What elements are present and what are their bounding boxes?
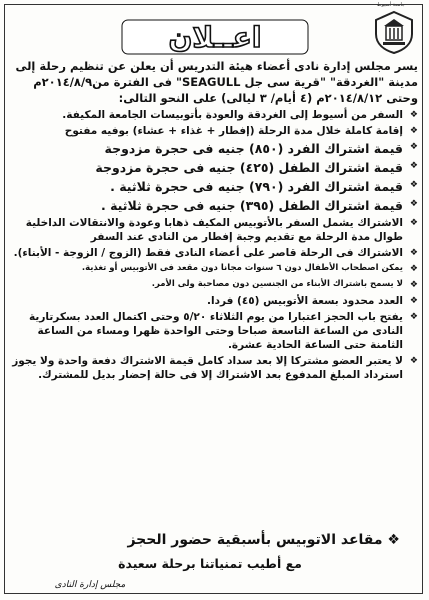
bullet-icon: ❖ <box>409 248 418 258</box>
list-item <box>10 178 418 195</box>
bullet-icon: ❖ <box>409 296 418 306</box>
university-crest-icon <box>370 8 418 56</box>
signature: مجلس إدارة النادى <box>54 580 126 590</box>
wishes-line: مع أطيب تمنياتنا برحلة سعيدة <box>118 556 302 571</box>
list-item <box>10 310 418 352</box>
list-item-text: لا يعتبر العضو مشتركا إلا بعد سداد كامل قيمة الاشتراك دفعة واحدة ولا يجوز استرداد المبلغ المدفوع بعد الاشتراك إلا فى حالة إحضار بديل للمشترك. <box>12 355 403 381</box>
list-item-text: يفتح باب الحجز اعتبارا من يوم الثلاثاء ٥/٢٠ وحتى اكتمال العدد بسكرتارية النادى من الساعة التاسعة صباحا وحتى الواحدة ظهرا ومساء من الساعة الثامنة حتى الساعة الحادية عشرة. <box>29 311 403 351</box>
intro-paragraph: يسر مجلس إدارة نادى أعضاء هيئة التدريس أن يعلن عن تنظيم رحلة إلى مدينة "الغردقة" "قرية سى جل SEAGULL" فى الفترة من٢٠١٤/٨/٩م وحتى ٢٠١٤/٨/١٢م (٤ أيام/ ٣ ليالى) على النحو التالى: <box>15 59 418 105</box>
footer-note-text: مقاعد الاتوبيس بأسبقية حضور الحجز <box>127 532 383 548</box>
list-item <box>10 216 418 244</box>
list-item <box>10 278 418 292</box>
list-item <box>10 294 418 308</box>
bullet-icon: ❖ <box>409 180 418 190</box>
list-item-text: قيمة اشتراك الفرد (٧٩٠) جنيه فى حجرة ثلاثية . <box>110 179 403 194</box>
announcement-body <box>10 58 418 384</box>
bullet-icon: ❖ <box>409 312 418 322</box>
bullet-icon: ❖ <box>409 142 418 152</box>
list-item <box>10 246 418 260</box>
bullet-icon: ❖ <box>409 280 418 290</box>
list-item <box>10 354 418 382</box>
list-item <box>10 140 418 157</box>
list-item <box>10 108 418 122</box>
list-item-text: قيمة اشتراك الفرد (٨٥٠) جنيه فى حجرة مزدوجة <box>104 141 403 156</box>
bullet-icon: ❖ <box>409 264 418 274</box>
title-text: اعــلان <box>168 21 262 54</box>
logo-caption: جامعة أسيوط <box>376 2 406 8</box>
bullet-icon: ❖ <box>409 110 418 120</box>
bullet-icon: ❖ <box>382 532 400 548</box>
list-item <box>10 262 418 276</box>
list-item-text: الاشتراك يشمل السفر بالأتوبيس المكيف ذهابا وعودة والانتقالات الداخلية طوال مدة الرحلة مع تقديم وجبة إفطار من النادى عند السفر <box>25 217 403 243</box>
bullet-icon: ❖ <box>409 218 418 228</box>
list-item-text: يمكن اصطحاب الأطفال دون ٦ سنوات مجانا دون مقعد فى الأتوبيس أو تغذية. <box>81 263 403 273</box>
details-list <box>10 108 418 382</box>
bullet-icon: ❖ <box>409 356 418 366</box>
list-item-text: قيمة اشتراك الطفل (٤٢٥) جنيه فى حجرة مزدوجة <box>95 160 403 175</box>
list-item-text: لا يسمح باشتراك الأبناء من الجنسين دون مصاحبة ولى الأمر. <box>151 279 403 289</box>
list-item-text: قيمة اشتراك الطفل (٣٩٥) جنيه فى حجرة ثلاثية . <box>100 198 403 213</box>
list-item-text: إقامة كاملة خلال مدة الرحلة (إفطار + غذاء + عشاء) بوفيه مفتوح <box>64 125 403 137</box>
list-item-text: العدد محدود بسعة الأتوبيس (٤٥) فردا. <box>207 295 403 307</box>
list-item <box>10 124 418 138</box>
list-item-text: الاشتراك فى الرحلة قاصر على أعضاء النادى فقط (الزوج / الزوجة - الأبناء). <box>13 247 403 259</box>
footer-note <box>40 532 400 548</box>
announcement-title <box>120 14 310 58</box>
list-item <box>10 197 418 214</box>
bullet-icon: ❖ <box>409 161 418 171</box>
list-item-text: السفر من أسيوط إلى الغردقة والعودة بأتوبيسات الجامعة المكيفة. <box>62 109 403 121</box>
bullet-icon: ❖ <box>409 126 418 136</box>
bullet-icon: ❖ <box>409 199 418 209</box>
list-item <box>10 159 418 176</box>
